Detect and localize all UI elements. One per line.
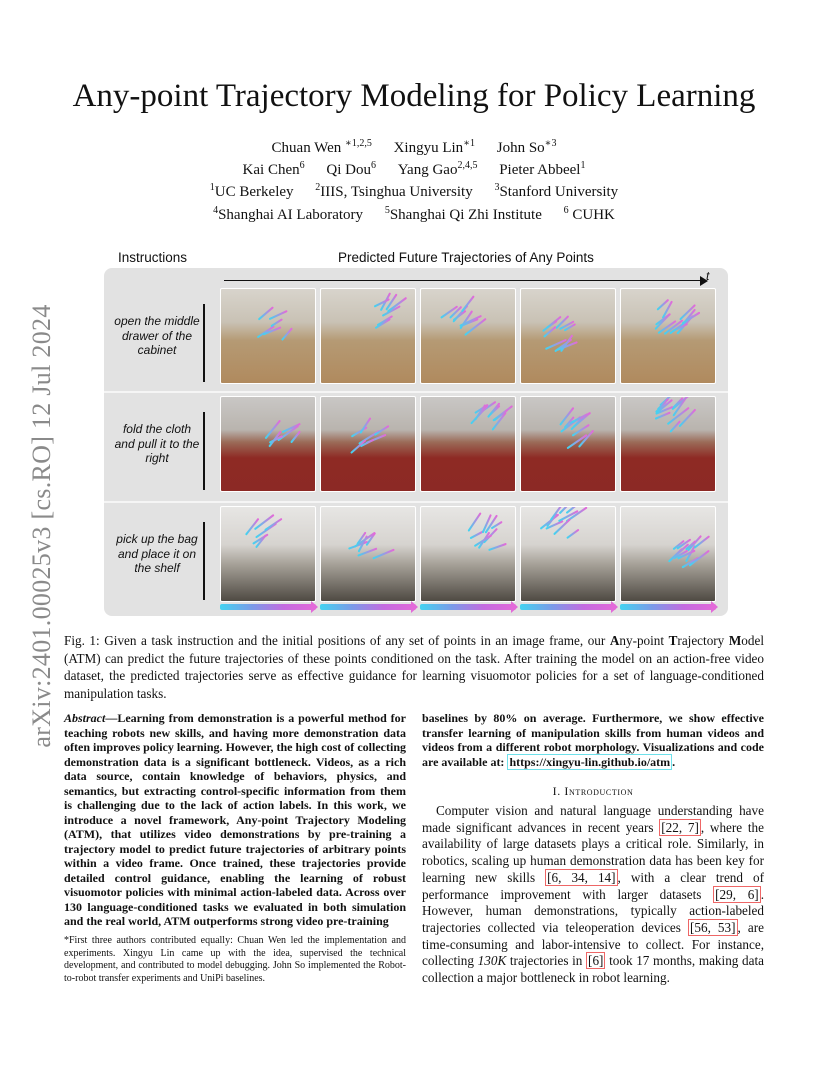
- author: Xingyu Lin$^{∗1}$: [393, 138, 475, 156]
- abstract-continued: [422, 711, 764, 769]
- figure-row-bag: [104, 504, 728, 604]
- author-block: [100, 135, 728, 224]
- citation-link[interactable]: [6, 34, 14]: [547, 869, 616, 885]
- row-separator-bar: [203, 304, 205, 382]
- video-frame: [520, 288, 616, 384]
- trajectory-color-arrows: [220, 604, 716, 612]
- trajectory-overlay: [221, 507, 315, 601]
- model-name-letter: M: [728, 633, 742, 648]
- author: Qi Dou$^6$: [326, 160, 376, 179]
- trajectory-overlay: [621, 289, 715, 383]
- author-line-1: [100, 135, 728, 157]
- paragraph: Computer vision and natural language understanding have made significant advances in recent years [22, 7] , where the availability of large datasets plays a critical role. Similarly, in robotics, scaling up human demonstration data has been key for learning new skills [6, 34, 14] , with a clear trend of performance improvement with larger datasets [29, 6] . However, human demonstrations, typically action-labeled trajectories collected via teleoperation devices [56, 53] , are time-consuming and labor-intensive to collect. For instance, collecting 130K trajectories in [6] took 17 months, making data collection a major bottleneck in robot learning.: [422, 803, 764, 986]
- video-frame: [220, 506, 316, 602]
- section-heading: [422, 784, 764, 799]
- affiliation: $^4$Shanghai AI Laboratory: [213, 204, 364, 223]
- author: Yang Gao$^{2,4,5}$: [397, 160, 478, 179]
- row-divider: [104, 501, 728, 503]
- paper-title: Any-point Trajectory Modeling for Policy Learning: [72, 78, 756, 114]
- abstract-label: Abstract: [64, 711, 106, 725]
- trajectory-frames: [220, 396, 716, 490]
- task-instruction: pick up the bag and place it on the shelf: [116, 532, 198, 576]
- arxiv-identifier: [12, 296, 72, 756]
- abstract-end: .: [672, 754, 676, 769]
- video-frame: [420, 396, 516, 492]
- model-name-part: ny-point: [619, 633, 669, 648]
- section-title: Introduction: [564, 784, 634, 798]
- affiliation: $^1$UC Berkeley: [209, 182, 294, 201]
- model-name-part: odel: [741, 633, 764, 648]
- trajectory-overlay: [621, 507, 715, 601]
- time-axis-label: t: [706, 269, 710, 283]
- trajectory-overlay: [521, 397, 615, 491]
- video-frame: [620, 288, 716, 384]
- row-separator-bar: [203, 412, 205, 490]
- abstract-text: baselines by 80% on average. Furthermore, we show effective transfer learning of manipulation skills from human videos and videos from a different robot morphology. Visualizations and code are available at:: [422, 711, 764, 769]
- caption-text: Given a task instruction and the initial positions of any set of points in an image frame, our: [99, 633, 610, 648]
- trajectory-overlay: [521, 289, 615, 383]
- row-divider: [104, 391, 728, 393]
- gradient-arrow: [520, 604, 616, 610]
- caption-label: Fig. 1:: [64, 633, 100, 648]
- author-footnote: *First three authors contributed equally: Chuan Wen led the implementation and experiments. Xingyu Lin came up with the idea, supervised the technical development, and contributed to model debugging. John So implemented the Robot-to-robot transfer experiments and UniPi baselines.: [64, 935, 406, 984]
- trajectory-overlay: [221, 289, 315, 383]
- figure-row-cloth: [104, 394, 728, 494]
- author: Chuan Wen $^{∗1,2,5}$: [271, 138, 372, 156]
- teaser-figure: [104, 268, 728, 616]
- affiliation: $^2$IIIS, Tsinghua University: [315, 182, 473, 201]
- video-frame: [220, 396, 316, 492]
- affiliation-line-1: [100, 179, 728, 201]
- video-frame: [620, 396, 716, 492]
- model-name-letter: A: [609, 633, 620, 648]
- trajectory-overlay: [321, 289, 415, 383]
- trajectory-overlay: [521, 507, 615, 601]
- author-line-2: [100, 157, 728, 179]
- gradient-arrow: [420, 604, 516, 610]
- section-number: I.: [552, 784, 561, 798]
- affiliation: $^6$ CUHK: [563, 204, 615, 223]
- figure-header: [104, 250, 728, 268]
- time-axis-arrow: [224, 276, 708, 286]
- video-frame: [520, 396, 616, 492]
- task-instruction: fold the cloth and pull it to the right: [114, 422, 200, 466]
- affiliation: $^5$Shanghai Qi Zhi Institute: [384, 204, 542, 223]
- author: Pieter Abbeel$^1$: [499, 160, 586, 179]
- video-frame: [320, 288, 416, 384]
- model-name-part: rajectory: [677, 633, 729, 648]
- video-frame: [420, 288, 516, 384]
- video-frame: [320, 506, 416, 602]
- arxiv-id-text: arXiv:2401.00025v3 [cs.RO] 12 Jul 2024: [27, 304, 56, 748]
- trajectory-overlay: [621, 397, 715, 491]
- trajectory-frames: [220, 288, 716, 382]
- trajectory-overlay: [421, 397, 515, 491]
- trajectory-overlay: [421, 289, 515, 383]
- gradient-arrow: [620, 604, 716, 610]
- author: Kai Chen$^6$: [242, 160, 305, 179]
- video-frame: [620, 506, 716, 602]
- video-frame: [520, 506, 616, 602]
- citation-link[interactable]: [22, 7]: [661, 819, 699, 835]
- gradient-arrow: [220, 604, 316, 610]
- trajectory-frames: [220, 506, 716, 600]
- figure-row-drawer: [104, 286, 728, 386]
- video-frame: [420, 506, 516, 602]
- abstract: [64, 711, 406, 929]
- introduction-text: [422, 803, 764, 987]
- instructions-heading: Instructions: [118, 250, 188, 265]
- predicted-trajectories-heading: Predicted Future Trajectories of Any Points: [338, 250, 594, 265]
- abstract-text: —Learning from demonstration is a powerful method for teaching robots new skills, and having more demonstration data often improves policy learning. However, the high cost of collecting demonstration data is a significant bottleneck. Videos, as a rich data source, contain knowledge of behaviors, physics, and semantics, but extracting control-specific information from them is challenging due to the lack of action labels. In this work, we introduce a novel framework, Any-point Trajectory Modeling (ATM), that utilizes video demonstrations by pre-training a trajectory model to predict future trajectories of arbitrary points within a video frame. Once trained, these trajectories provide detailed control guidance, enabling the learning of robust visuomotor policies with minimal action-labeled data. Across over 130 language-conditioned tasks we evaluated in both simulation and the real world, ATM outperforms strong video pre-training: [64, 711, 406, 928]
- figure-caption: [64, 632, 764, 702]
- task-instruction: open the middle drawer of the cabinet: [114, 314, 200, 358]
- citation-link[interactable]: [6]: [588, 953, 604, 969]
- video-frame: [320, 396, 416, 492]
- trajectory-overlay: [321, 507, 415, 601]
- affiliation-line-2: [100, 202, 728, 224]
- trajectory-overlay: [421, 507, 515, 601]
- model-name-letter: T: [668, 633, 678, 648]
- citation-link[interactable]: [56, 53]: [689, 919, 736, 935]
- affiliation: $^3$Stanford University: [494, 182, 619, 201]
- math-expression: 130K: [477, 953, 507, 969]
- project-link[interactable]: https://xingyu-lin.github.io/atm: [509, 754, 671, 769]
- trajectory-overlay: [321, 397, 415, 491]
- gradient-arrow: [320, 604, 416, 610]
- citation-link[interactable]: [29, 6]: [715, 886, 759, 902]
- row-separator-bar: [203, 522, 205, 600]
- author: John $So^{∗3}$: [496, 138, 557, 156]
- trajectory-overlay: [221, 397, 315, 491]
- video-frame: [220, 288, 316, 384]
- caption-text: (ATM) can predict the future trajectories of these points conditioned on the task. After training the model on an action-free video dataset, the predicted trajectories serve as effective guidance for learning visuomotor policies for a set of language-conditioned manipulation tasks.: [64, 650, 764, 701]
